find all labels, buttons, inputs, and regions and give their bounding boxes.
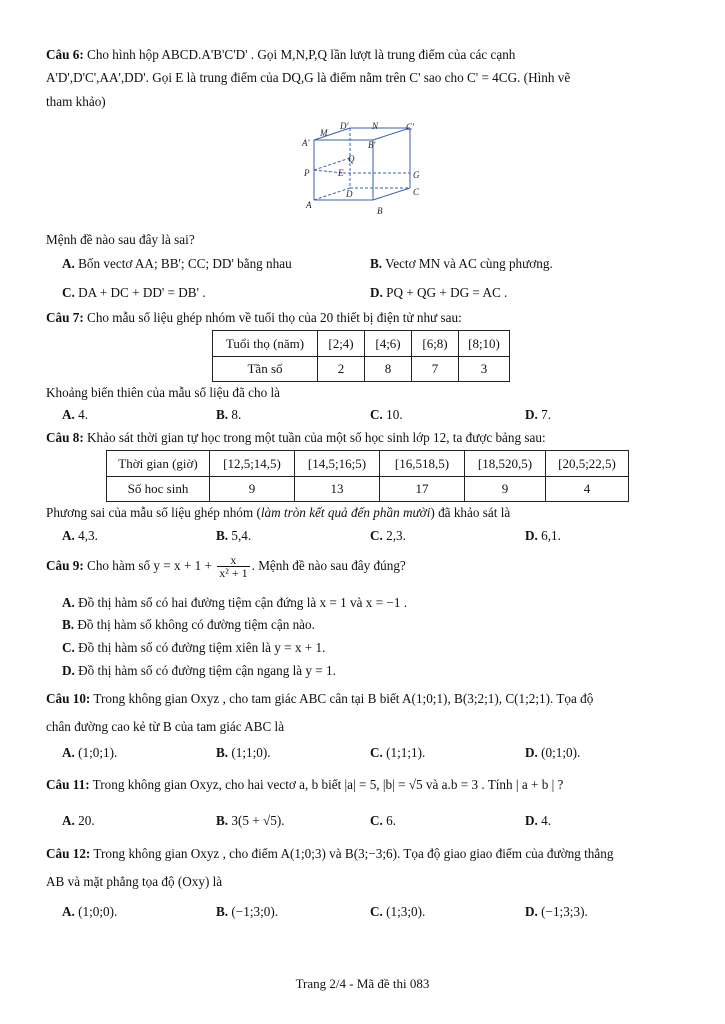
q7-label: Câu 7: — [46, 310, 84, 325]
q10-label: Câu 10: — [46, 691, 91, 706]
q7-options — [62, 406, 682, 424]
q7-option-d[interactable]: D. 7. — [525, 407, 552, 422]
label-D-prime: D' — [340, 121, 349, 131]
q7-line: Câu 7: Cho mẫu số liệu ghép nhóm về tuổi thọ của 20 thiết bị điện tử như sau: — [46, 310, 462, 325]
figure-labels — [300, 120, 430, 220]
q6-option-d[interactable]: D. PQ + QG + DG = AC . — [370, 285, 508, 300]
q10-line-2: chân đường cao kẻ từ B của tam giác ABC là — [46, 719, 285, 734]
q9-option-d[interactable]: D. Đồ thị hàm số có đường tiệm cận ngang là y = 1. — [62, 663, 336, 678]
q6-question: Mệnh đề nào sau đây là sai? — [46, 232, 195, 247]
q11-option-b[interactable]: B. 3(5 + √5). — [216, 813, 285, 828]
label-A-prime: A' — [302, 138, 310, 148]
label-G: G — [413, 170, 420, 180]
label-C: C — [413, 187, 420, 197]
table-row: Thời gian (giờ) [12,5;14,5) [14,5;16;5) [16,518,5) [18,520,5) [20,5;22,5) — [107, 451, 629, 477]
q12-options — [62, 903, 682, 921]
q11-label: Câu 11: — [46, 777, 90, 792]
label-P: P — [304, 168, 310, 178]
q7-table — [212, 330, 510, 382]
q9-option-c[interactable]: C. Đồ thị hàm số có đường tiệm xiên là y = x + 1. — [62, 640, 326, 655]
q6-line-1: Câu 6: Cho hình hộp ABCD.A'B'C'D' . Gọi M,N,P,Q lần lượt là trung điểm của các cạnh — [46, 47, 516, 62]
q8-option-b[interactable]: B. 5,4. — [216, 528, 252, 543]
q10-option-a[interactable]: A. (1;0;1). — [62, 745, 118, 760]
label-Q: Q — [348, 154, 355, 164]
q7-option-a[interactable]: A. 4. — [62, 407, 89, 422]
label-N: N — [372, 121, 379, 131]
q10-option-d[interactable]: D. (0;1;0). — [525, 745, 581, 760]
q12-label: Câu 12: — [46, 846, 91, 861]
page-footer: Trang 2/4 - Mã đề thi 083 — [295, 976, 430, 991]
q8-label: Câu 8: — [46, 430, 84, 445]
q7-question: Khoảng biến thiên của mẫu số liệu đã cho là — [46, 385, 281, 400]
q6-options-row-1 — [62, 255, 682, 273]
q11-option-a[interactable]: A. 20. — [62, 813, 95, 828]
q6-line-2: A'D',D'C',AA',DD'. Gọi E là trung điểm của DQ,G là điểm nằm trên C' sao cho C' = 4CG. (Hình vẽ — [46, 70, 571, 85]
q8-options — [62, 527, 682, 545]
q6-option-b[interactable]: B. Vectơ MN và AC cùng phương. — [370, 256, 553, 271]
q8-option-d[interactable]: D. 6,1. — [525, 528, 561, 543]
q8-option-a[interactable]: A. 4,3. — [62, 528, 98, 543]
label-A: A — [306, 200, 312, 210]
label-B: B — [377, 206, 383, 216]
table-row: Số hoc sinh 9 13 17 9 4 — [107, 477, 629, 502]
q10-options — [62, 744, 682, 762]
q7-option-c[interactable]: C. 10. — [370, 407, 403, 422]
table-row: Tần số 2 8 7 3 — [213, 357, 510, 382]
q6-option-c[interactable]: C. DA + DC + DD' = DB' . — [62, 285, 206, 300]
q9-option-a[interactable]: A. Đồ thị hàm số có hai đường tiệm cận đứng là x = 1 và x = −1 . — [62, 595, 408, 610]
q9-label: Câu 9: — [46, 558, 84, 573]
label-C-prime: C' — [406, 122, 414, 132]
label-B-prime: B' — [368, 140, 376, 150]
q12-line-2: AB và mặt phẳng tọa độ (Oxy) là — [46, 874, 223, 889]
q6-options-row-2 — [62, 284, 682, 302]
q11-options — [62, 812, 682, 830]
q6-line-3: tham khảo) — [46, 94, 106, 109]
label-E: E — [338, 168, 344, 178]
q12-option-b[interactable]: B. (−1;3;0). — [216, 904, 279, 919]
q12-option-c[interactable]: C. (1;3;0). — [370, 904, 426, 919]
q9-option-b[interactable]: B. Đồ thị hàm số không có đường tiệm cận nào. — [62, 617, 315, 632]
q8-table — [106, 450, 629, 502]
q6-label: Câu 6: — [46, 47, 84, 62]
q12-line-1: Câu 12: Trong không gian Oxyz , cho điểm A(1;0;3) và B(3;−3;6). Tọa độ giao giao điểm của đường thẳng — [46, 846, 614, 861]
q10-line-1: Câu 10: Trong không gian Oxyz , cho tam giác ABC cân tại B biết A(1;0;1), B(3;2;1), C(1;2;1). Tọa độ — [46, 691, 594, 706]
q12-option-a[interactable]: A. (1;0;0). — [62, 904, 118, 919]
table-row: Tuổi thọ (năm) [2;4) [4;6) [6;8) [8;10) — [213, 331, 510, 357]
q6-option-a[interactable]: A. Bốn vectơ AA; BB'; CC; DD' bằng nhau — [62, 256, 292, 271]
label-M: M — [320, 128, 328, 138]
q9-fraction: $\frac{x}{\text{x² + 1}}$ — [219, 553, 248, 581]
q11-option-d[interactable]: D. 4. — [525, 813, 552, 828]
q10-option-c[interactable]: C. (1;1;1). — [370, 745, 426, 760]
q9-line: Câu 9: Cho hàm số y = x + 1 + $\frac{x}{\text{x² + 1}}$ . Mệnh đề nào sau đây đúng? — [46, 553, 406, 581]
q12-option-d[interactable]: D. (−1;3;3). — [525, 904, 588, 919]
q7-option-b[interactable]: B. 8. — [216, 407, 242, 422]
q8-option-c[interactable]: C. 2,3. — [370, 528, 406, 543]
q8-line: Câu 8: Khảo sát thời gian tự học trong một tuần của một số học sinh lớp 12, ta được bảng sau: — [46, 430, 546, 445]
q11-option-c[interactable]: C. 6. — [370, 813, 397, 828]
q8-question: Phương sai của mẫu số liệu ghép nhóm (làm tròn kết quả đến phần mười) đã khảo sát là — [46, 505, 511, 520]
q10-option-b[interactable]: B. (1;1;0). — [216, 745, 271, 760]
label-D: D — [346, 189, 353, 199]
q11-line: Câu 11: Trong không gian Oxyz, cho hai vectơ a, b biết |a| = 5, |b| = √5 và a.b = 3 . Tính | a + b | ? — [46, 777, 564, 792]
